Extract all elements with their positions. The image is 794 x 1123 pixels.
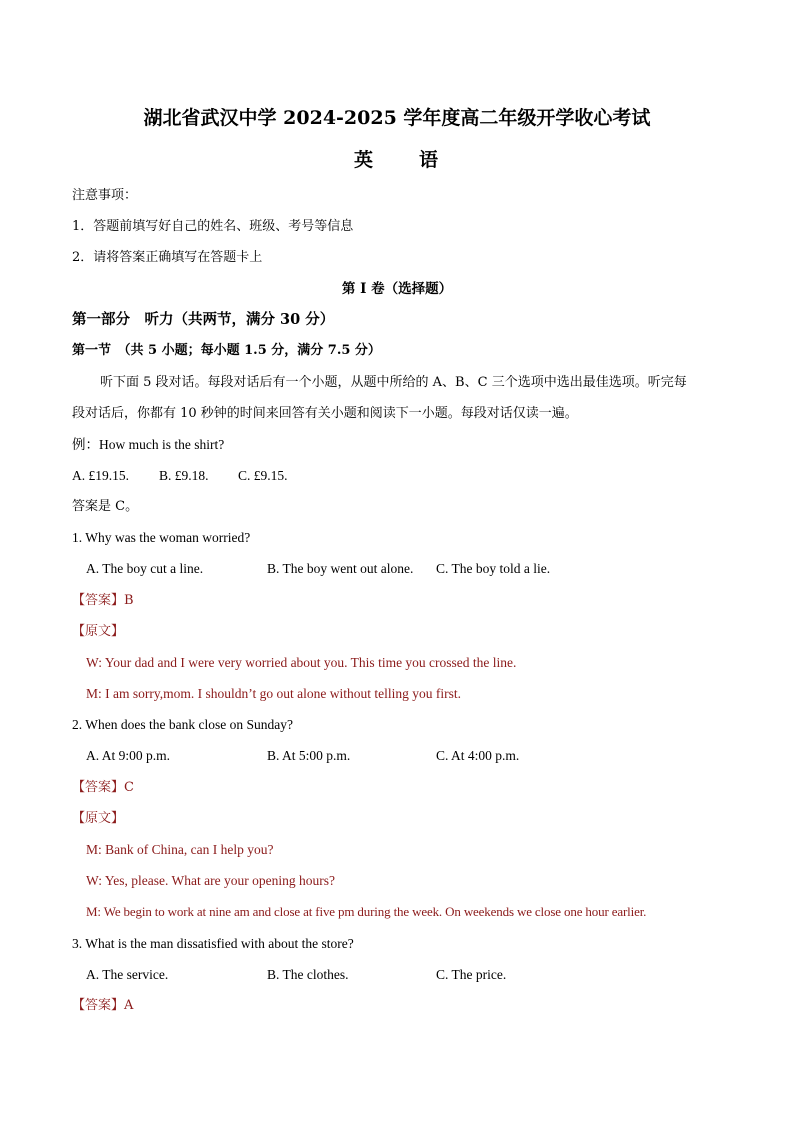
question-3-option-c: C. The price.: [436, 967, 507, 982]
question-1-option-a: A. The boy cut a line.: [86, 561, 204, 576]
question-2-transcript-label: 【原文】: [72, 811, 125, 826]
question-2-transcript-line-3: M: We begin to work at nine am and close at five pm during the week. On weekends we close one hour earlier.: [86, 904, 647, 919]
question-2-answer: 【答案】C: [72, 780, 134, 795]
example-answer: 答案是 C。: [72, 499, 139, 514]
notes-item-2: 2．请将答案正确填写在答题卡上: [72, 250, 263, 265]
question-2-option-b: B. At 5:00 p.m.: [267, 748, 351, 763]
question-3-stem: 3. What is the man dissatisfied with about the store?: [72, 936, 354, 951]
instructions-line-1: 听下面 5 段对话。每段对话后有一个小题，从题中所给的 A、B、C 三个选项中选出最佳选项。听完每: [100, 375, 687, 390]
question-3-option-a: A. The service.: [86, 967, 169, 982]
subject-char-2: 语: [419, 149, 441, 171]
question-2-transcript-line-2: W: Yes, please. What are your opening hours?: [86, 873, 335, 888]
question-1-transcript-label: 【原文】: [72, 624, 125, 639]
question-2-option-a: A. At 9:00 p.m.: [86, 748, 171, 763]
question-1-stem: 1. Why was the woman worried?: [72, 530, 251, 545]
question-2-option-c: C. At 4:00 p.m.: [436, 748, 520, 763]
part1-heading: 第一部分 听力（共两节，满分 30 分）: [72, 311, 335, 328]
instructions-line-2: 段对话后，你都有 10 秒钟的时间来回答有关小题和阅读下一小题。每段对话仅读一遍。: [72, 406, 578, 421]
example-question: 例：How much is the shirt?: [72, 437, 225, 452]
subject-char-1: 英: [353, 149, 375, 171]
question-3-answer: 【答案】A: [72, 998, 134, 1013]
example-option-a: A. £19.15.: [72, 468, 129, 483]
question-1-answer: 【答案】B: [72, 593, 134, 608]
exam-title: 湖北省武汉中学 2024-2025 学年度高二年级开学收心考试: [143, 107, 651, 129]
section1-heading: 第一节 （共 5 小题；每小题 1.5 分，满分 7.5 分）: [72, 343, 381, 358]
question-1-option-c: C. The boy told a lie.: [436, 561, 551, 576]
notes-item-1: 1．答题前填写好自己的姓名、班级、考号等信息: [72, 219, 354, 234]
question-3-option-b: B. The clothes.: [267, 967, 349, 982]
question-2-transcript-line-1: M: Bank of China, can I help you?: [86, 842, 274, 857]
question-1-option-b: B. The boy went out alone.: [267, 561, 414, 576]
example-option-c: C. £9.15.: [238, 468, 288, 483]
volume-heading: 第 I 卷（选择题）: [341, 281, 453, 297]
question-2-stem: 2. When does the bank close on Sunday?: [72, 717, 293, 732]
question-1-transcript-line-1: W: Your dad and I were very worried about you. This time you crossed the line.: [86, 655, 517, 670]
question-1-transcript-line-2: M: I am sorry,mom. I shouldn’t go out alone without telling you first.: [86, 686, 461, 701]
notes-heading: 注意事项：: [72, 188, 138, 203]
subject-heading: [0, 147, 794, 173]
example-option-b: B. £9.18.: [159, 468, 209, 483]
